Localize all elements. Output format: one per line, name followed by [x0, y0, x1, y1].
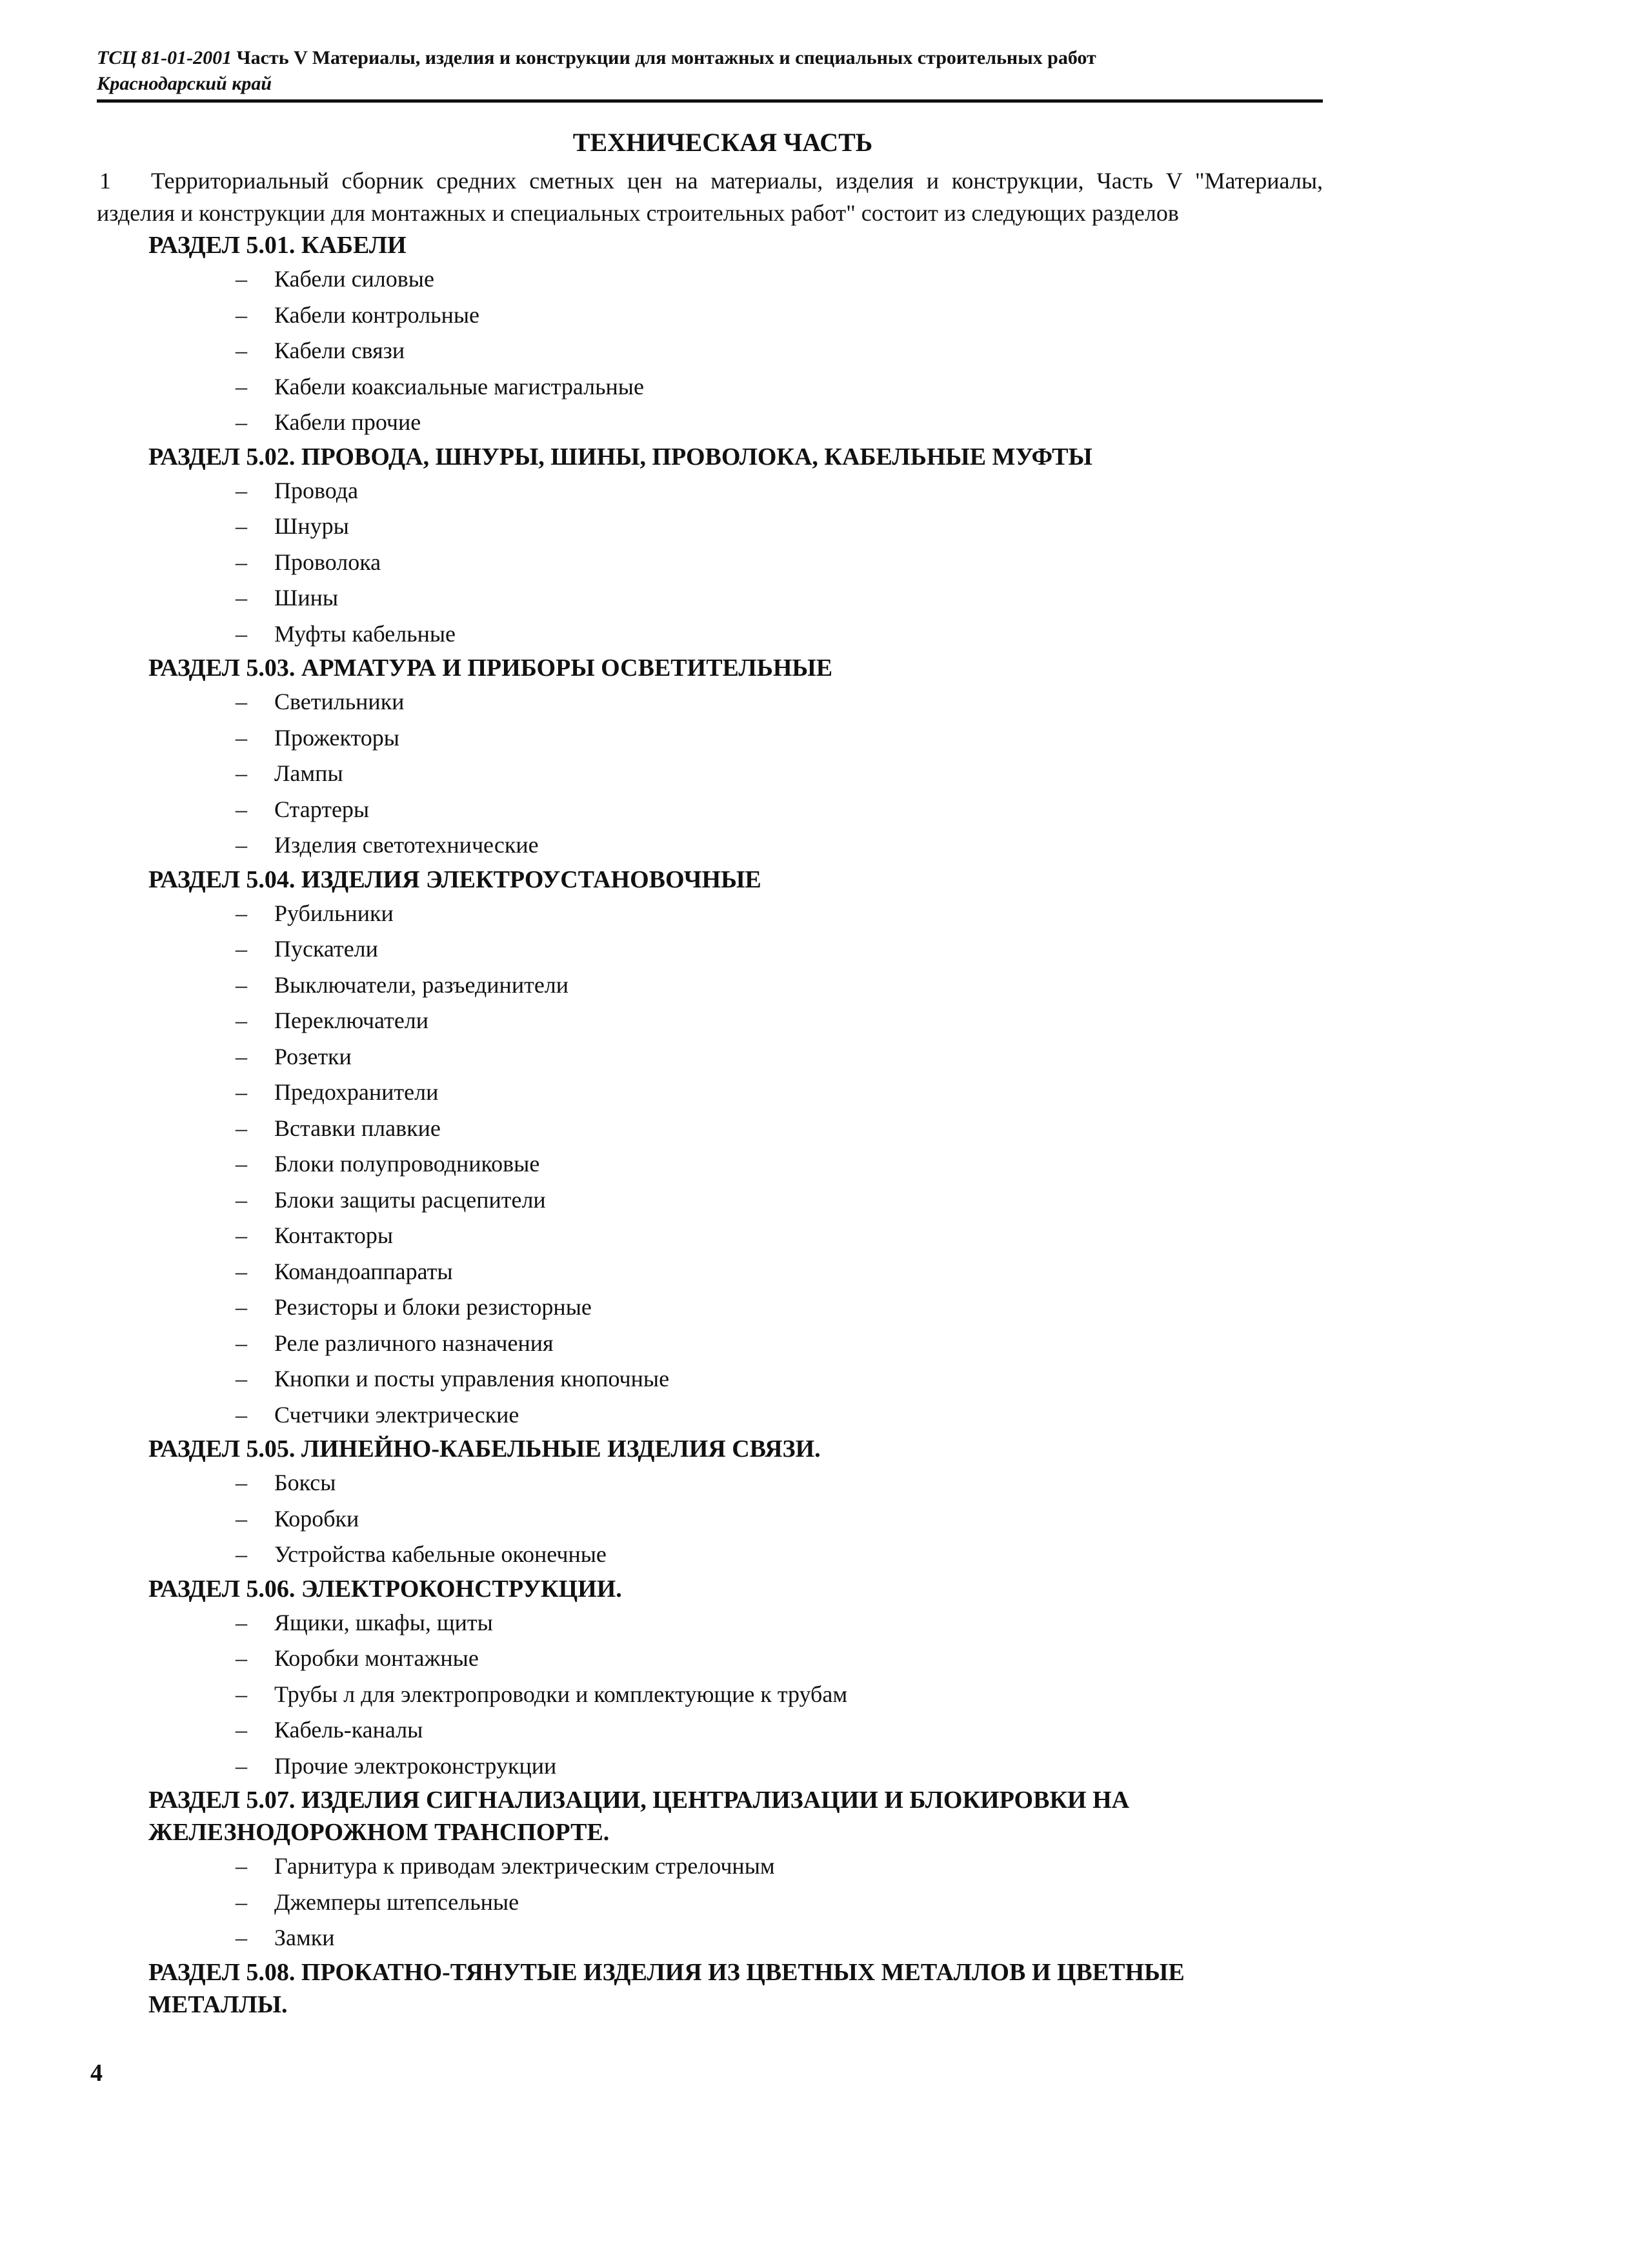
list-item: [236, 792, 1323, 828]
list-item-label: Лампы: [274, 760, 343, 786]
section-title: РАЗДЕЛ 5.06. ЭЛЕКТРОКОНСТРУКЦИИ.: [148, 1575, 622, 1603]
list-item: [236, 896, 1323, 932]
list-item-label: Изделия светотехнические: [274, 832, 539, 858]
dash-bullet-icon: –: [236, 1294, 247, 1320]
list-item-label: Ящики, шкафы, щиты: [274, 1609, 493, 1635]
list-item: [236, 405, 1323, 441]
running-header: [97, 45, 1323, 71]
list-item-label: Светильники: [274, 689, 405, 714]
dash-bullet-icon: –: [236, 900, 247, 926]
list-item-label: Кабели коаксиальные магистральные: [274, 373, 644, 400]
intro-paragraph: [97, 165, 1323, 229]
list-item-label: Блоки защиты расцепители: [274, 1186, 546, 1213]
list-item: [236, 1290, 1323, 1326]
list-item-label: Кабели прочие: [274, 409, 421, 435]
list-item: [236, 1848, 1323, 1885]
section: [97, 1956, 1323, 2021]
section-title: РАЗДЕЛ 5.05. ЛИНЕЙНО-КАБЕЛЬНЫЕ ИЗДЕЛИЯ СВЯЗИ.: [148, 1435, 821, 1463]
dash-bullet-icon: –: [236, 1151, 247, 1177]
dash-bullet-icon: –: [236, 1645, 247, 1671]
list-item: [236, 684, 1323, 720]
list-item: [236, 545, 1323, 581]
list-item-label: Джемперы штепсельные: [274, 1888, 519, 1915]
list-item-label: Гарнитура к приводам электрическим стрелочным: [274, 1853, 775, 1879]
list-item-label: Вставки плавкие: [274, 1115, 441, 1141]
list-item: [236, 298, 1323, 334]
dash-bullet-icon: –: [236, 266, 247, 292]
list-item-label: Кабели силовые: [274, 266, 434, 292]
list-item: [236, 1677, 1323, 1713]
dash-bullet-icon: –: [236, 1079, 247, 1105]
list-item: [236, 616, 1323, 653]
dash-bullet-icon: –: [236, 1222, 247, 1248]
list-item: [236, 1182, 1323, 1219]
header-rule: [97, 99, 1323, 103]
intro-text: Территориальный сборник средних сметных цен на материалы, изделия и конструкции, Часть V "Материалы, изделия и конструкции для монтажных и специальных строительных работ" состоит из следующих разделов: [97, 168, 1323, 226]
list-item: [236, 1218, 1323, 1254]
list-item: [236, 1397, 1323, 1433]
list-item: [236, 580, 1323, 616]
list-item: [236, 509, 1323, 545]
list-item-label: Устройства кабельные оконечные: [274, 1541, 607, 1567]
section-title: РАЗДЕЛ 5.07. ИЗДЕЛИЯ СИГНАЛИЗАЦИИ, ЦЕНТРАЛИЗАЦИИ И БЛОКИРОВКИ НА ЖЕЛЕЗНОДОРОЖНОМ ТРАНСПОРТЕ.: [148, 1787, 1130, 1846]
list-item: [236, 1146, 1323, 1182]
section: [97, 1573, 1323, 1785]
list-item-label: Коробки монтажные: [274, 1645, 479, 1671]
list-item-label: Блоки полупроводниковые: [274, 1151, 540, 1177]
dash-bullet-icon: –: [236, 1401, 247, 1428]
dash-bullet-icon: –: [236, 1470, 247, 1495]
list-item-label: Розетки: [274, 1043, 352, 1069]
list-item-label: Муфты кабельные: [274, 620, 456, 647]
list-item-label: Прожекторы: [274, 724, 399, 751]
dash-bullet-icon: –: [236, 513, 247, 539]
dash-bullet-icon: –: [236, 1186, 247, 1213]
document-page: [97, 45, 1323, 2021]
dash-bullet-icon: –: [236, 338, 247, 363]
dash-bullet-icon: –: [236, 620, 247, 647]
dash-bullet-icon: –: [236, 585, 247, 611]
section: [97, 864, 1323, 1433]
dash-bullet-icon: –: [236, 971, 247, 998]
list-item: [236, 1361, 1323, 1397]
header-title: Часть V Материалы, изделия и конструкции для монтажных и специальных строительных работ: [236, 47, 1096, 68]
list-item-label: Командоаппараты: [274, 1258, 453, 1284]
list-item: [236, 967, 1323, 1004]
section: [97, 1784, 1323, 1956]
section: [97, 1433, 1323, 1573]
page-number: 4: [90, 2060, 103, 2087]
dash-bullet-icon: –: [236, 1115, 247, 1141]
list-item: [236, 261, 1323, 298]
dash-bullet-icon: –: [236, 1681, 247, 1707]
dash-bullet-icon: –: [236, 760, 247, 786]
dash-bullet-icon: –: [236, 373, 247, 400]
dash-bullet-icon: –: [236, 549, 247, 575]
dash-bullet-icon: –: [236, 301, 247, 328]
dash-bullet-icon: –: [236, 1258, 247, 1284]
list-item: [236, 1039, 1323, 1075]
list-item: [236, 1641, 1323, 1677]
list-item: [236, 473, 1323, 509]
list-item-label: Прочие электроконструкции: [274, 1752, 557, 1779]
list-item-label: Переключатели: [274, 1007, 429, 1033]
list-item-label: Резисторы и блоки резисторные: [274, 1294, 592, 1320]
page-title: ТЕХНИЧЕСКАЯ ЧАСТЬ: [572, 128, 873, 157]
list-item: [236, 1920, 1323, 1956]
section-title: РАЗДЕЛ 5.08. ПРОКАТНО-ТЯНУТЫЕ ИЗДЕЛИЯ ИЗ ЦВЕТНЫХ МЕТАЛЛОВ И ЦВЕТНЫЕ МЕТАЛЛЫ.: [148, 1958, 1185, 2018]
list-item-label: Замки: [274, 1925, 335, 1950]
list-item-label: Шины: [274, 585, 339, 611]
dash-bullet-icon: –: [236, 1609, 247, 1635]
dash-bullet-icon: –: [236, 1043, 247, 1069]
list-item: [236, 1075, 1323, 1111]
dash-bullet-icon: –: [236, 409, 247, 435]
list-item-label: Коробки: [274, 1505, 359, 1532]
section: [97, 652, 1323, 864]
list-item-label: Шнуры: [274, 513, 349, 539]
list-item: [236, 1465, 1323, 1501]
list-item: [236, 1748, 1323, 1785]
dash-bullet-icon: –: [236, 1366, 247, 1392]
list-item: [236, 1537, 1323, 1573]
section-title: РАЗДЕЛ 5.04. ИЗДЕЛИЯ ЭЛЕКТРОУСТАНОВОЧНЫЕ: [148, 866, 761, 893]
section: [97, 441, 1323, 653]
list-item: [236, 1254, 1323, 1290]
dash-bullet-icon: –: [236, 1505, 247, 1532]
dash-bullet-icon: –: [236, 1717, 247, 1743]
dash-bullet-icon: –: [236, 1925, 247, 1950]
list-item-label: Трубы л для электропроводки и комплектующие к трубам: [274, 1681, 848, 1707]
list-item-label: Пускатели: [274, 936, 378, 962]
section-title: РАЗДЕЛ 5.01. КАБЕЛИ: [148, 232, 407, 259]
dash-bullet-icon: –: [236, 1752, 247, 1779]
header-code: ТСЦ 81-01-2001: [97, 47, 232, 68]
intro-number: 1: [99, 168, 111, 194]
list-item-label: Рубильники: [274, 900, 394, 926]
list-item-label: Провода: [274, 477, 359, 503]
list-item-label: Боксы: [274, 1470, 336, 1495]
list-item: [236, 1712, 1323, 1748]
list-item: [236, 1605, 1323, 1641]
dash-bullet-icon: –: [236, 1007, 247, 1033]
dash-bullet-icon: –: [236, 1541, 247, 1567]
list-item-label: Кабели контрольные: [274, 301, 480, 328]
dash-bullet-icon: –: [236, 1888, 247, 1915]
list-item: [236, 756, 1323, 792]
list-item: [236, 333, 1323, 369]
list-item-label: Проволока: [274, 549, 381, 575]
list-item: [236, 720, 1323, 756]
list-item: [236, 1003, 1323, 1039]
list-item: [236, 827, 1323, 864]
dash-bullet-icon: –: [236, 689, 247, 714]
dash-bullet-icon: –: [236, 1853, 247, 1879]
list-item-label: Кабели связи: [274, 338, 405, 363]
dash-bullet-icon: –: [236, 1330, 247, 1356]
list-item: [236, 1111, 1323, 1147]
list-item-label: Кнопки и посты управления кнопочные: [274, 1366, 670, 1392]
dash-bullet-icon: –: [236, 477, 247, 503]
list-item: [236, 1501, 1323, 1537]
list-item-label: Кабель-каналы: [274, 1717, 423, 1743]
list-item-label: Счетчики электрические: [274, 1401, 519, 1428]
section: [97, 229, 1323, 441]
dash-bullet-icon: –: [236, 796, 247, 822]
section-title: РАЗДЕЛ 5.03. АРМАТУРА И ПРИБОРЫ ОСВЕТИТЕЛЬНЫЕ: [148, 654, 833, 682]
list-item-label: Выключатели, разъединители: [274, 971, 569, 998]
list-item: [236, 1326, 1323, 1362]
list-item-label: Предохранители: [274, 1079, 439, 1105]
header-region: Краснодарский край: [97, 73, 272, 94]
list-item: [236, 1885, 1323, 1921]
section-list: [97, 229, 1323, 2021]
list-item-label: Контакторы: [274, 1222, 394, 1248]
list-item: [236, 931, 1323, 967]
dash-bullet-icon: –: [236, 724, 247, 751]
list-item-label: Стартеры: [274, 796, 370, 822]
list-item: [236, 369, 1323, 405]
dash-bullet-icon: –: [236, 832, 247, 858]
section-title: РАЗДЕЛ 5.02. ПРОВОДА, ШНУРЫ, ШИНЫ, ПРОВОЛОКА, КАБЕЛЬНЫЕ МУФТЫ: [148, 443, 1092, 471]
list-item-label: Реле различного назначения: [274, 1330, 554, 1356]
dash-bullet-icon: –: [236, 936, 247, 962]
